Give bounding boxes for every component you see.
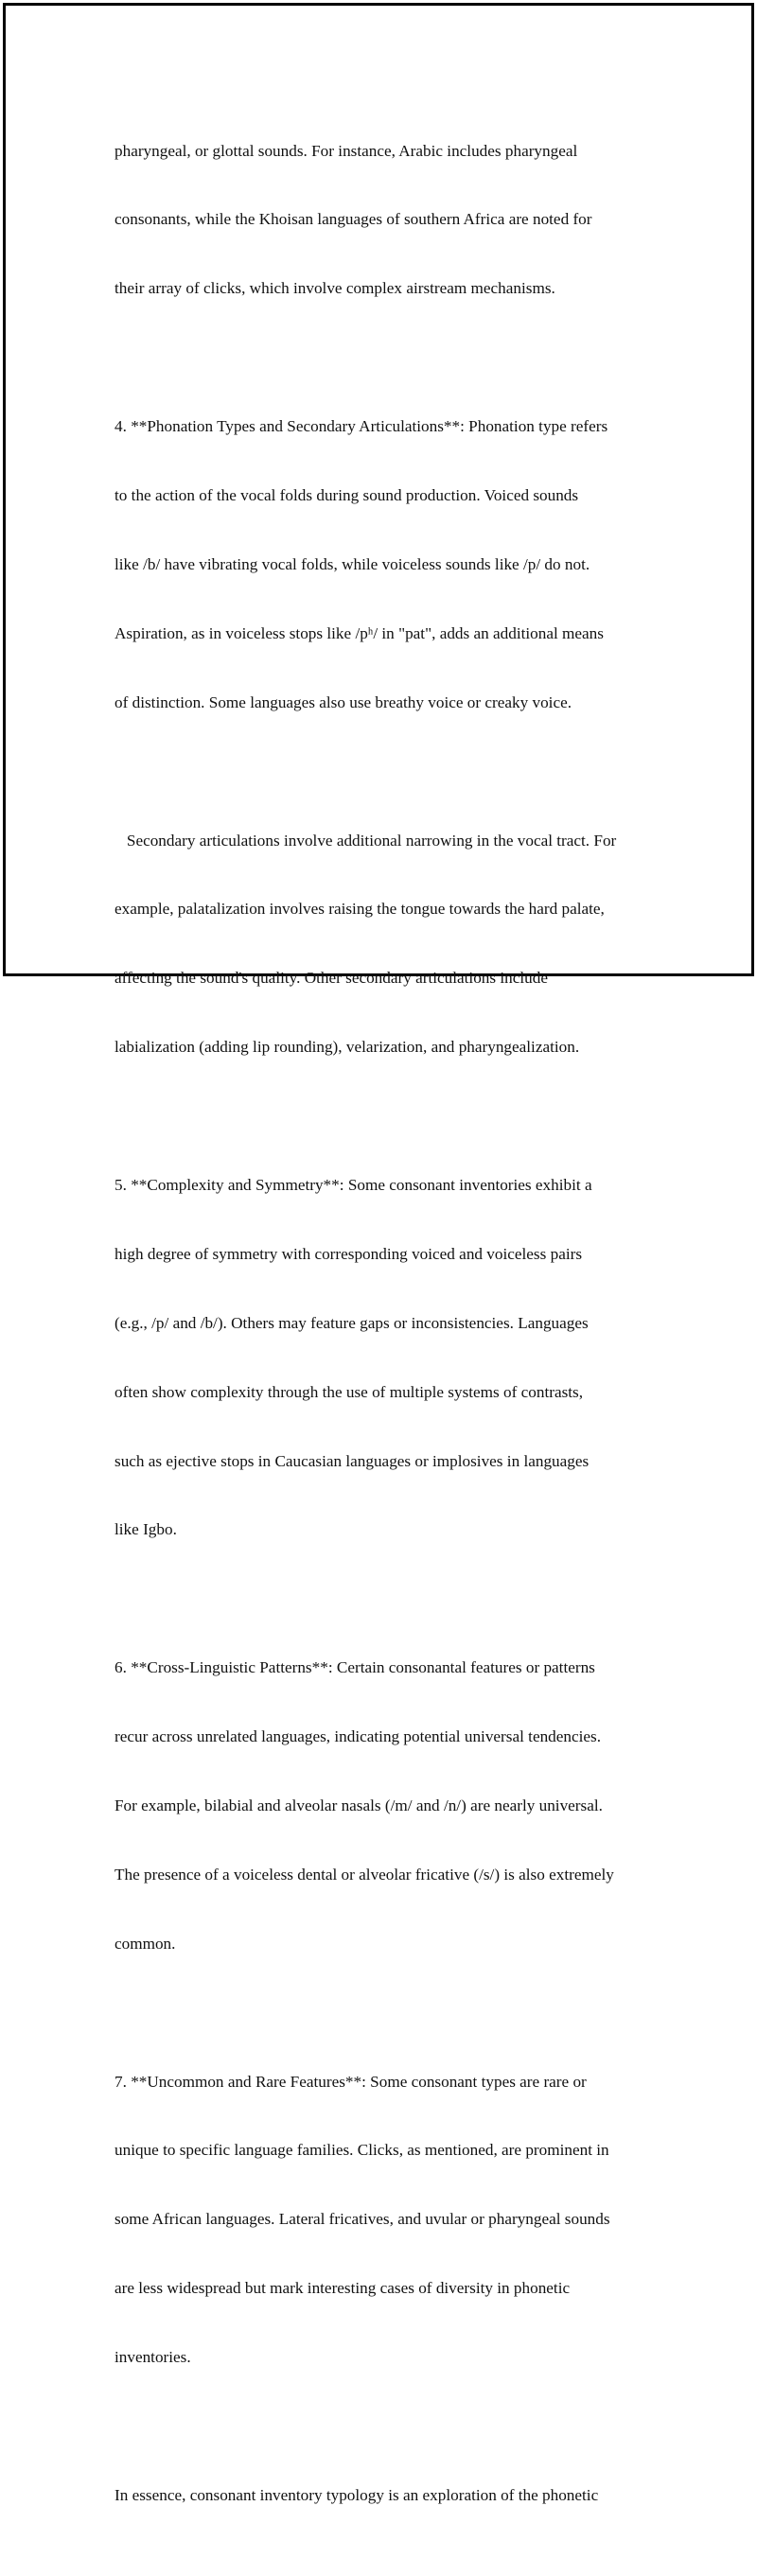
text-line: 4. **Phonation Types and Secondary Articulations**: Phonation type refers — [114, 417, 608, 436]
text-line: 5. **Complexity and Symmetry**: Some consonant inventories exhibit a — [114, 1175, 592, 1194]
document-body — [114, 94, 663, 2576]
text-line: like Igbo. — [114, 1520, 177, 1539]
text-line: pharyngeal, or glottal sounds. For instance, Arabic includes pharyngeal — [114, 141, 578, 160]
text-line: are less widespread but mark interesting cases of diversity in phonetic — [114, 2279, 571, 2298]
text-line: For example, bilabial and alveolar nasals (/m/ and /n/) are nearly universal. — [114, 1796, 603, 1814]
text-line: high degree of symmetry with corresponding voiced and voiceless pairs — [114, 1244, 583, 1263]
text-line: often show complexity through the use of multiple systems of contrasts, — [114, 1382, 584, 1401]
text-line: unique to specific language families. Clicks, as mentioned, are prominent in — [114, 2141, 609, 2160]
text-line: of distinction. Some languages also use breathy voice or creaky voice. — [114, 692, 572, 711]
text-line: The presence of a voiceless dental or alveolar fricative (/s/) is also extremely — [114, 1865, 614, 1884]
text-line: their array of clicks, which involve complex airstream mechanisms. — [114, 279, 555, 298]
paragraph-phonation-types — [114, 370, 663, 761]
text-line: such as ejective stops in Caucasian languages or implosives in languages — [114, 1451, 590, 1470]
text-line: labialization (adding lip rounding), velarization, and pharyngealization. — [114, 1038, 580, 1057]
paragraph-conclusion — [114, 2438, 663, 2552]
text-line: to the action of the vocal folds during sound production. Voiced sounds — [114, 486, 579, 505]
text-line: common. — [114, 1934, 176, 1953]
paragraph-uncommon-features — [114, 2024, 663, 2415]
text-line: inventories. — [114, 2348, 191, 2367]
text-line: 6. **Cross-Linguistic Patterns**: Certain consonantal features or patterns — [114, 1658, 595, 1677]
text-line: Aspiration, as in voiceless stops like /pʰ/ in "pat", adds an additional means — [114, 623, 604, 642]
text-line: (e.g., /p/ and /b/). Others may feature gaps or inconsistencies. Languages — [114, 1313, 589, 1332]
page-frame — [3, 3, 754, 2504]
text-line: affecting the sound's quality. Other secondary articulations include — [114, 969, 548, 988]
text-line: 7. **Uncommon and Rare Features**: Some consonant types are rare or — [114, 2072, 587, 2091]
text-line: consonants, while the Khoisan languages of southern Africa are noted for — [114, 210, 592, 229]
paragraph-complexity-symmetry — [114, 1128, 663, 1587]
text-line: like /b/ have vibrating vocal folds, while voiceless sounds like /p/ do not. — [114, 554, 590, 573]
text-line: In essence, consonant inventory typology is an exploration of the phonetic — [114, 2485, 599, 2504]
text-line: Secondary articulations involve additional narrowing in the vocal tract. For — [114, 831, 617, 850]
text-line: example, palatalization involves raising the tongue towards the hard palate, — [114, 900, 605, 919]
paragraph-cross-linguistic-patterns — [114, 1611, 663, 2002]
paragraph-place-of-articulation-continued — [114, 94, 663, 346]
text-line: some African languages. Lateral fricatives, and uvular or pharyngeal sounds — [114, 2210, 610, 2229]
paragraph-secondary-articulations — [114, 783, 663, 1105]
text-line: recur across unrelated languages, indicating potential universal tendencies. — [114, 1727, 601, 1746]
